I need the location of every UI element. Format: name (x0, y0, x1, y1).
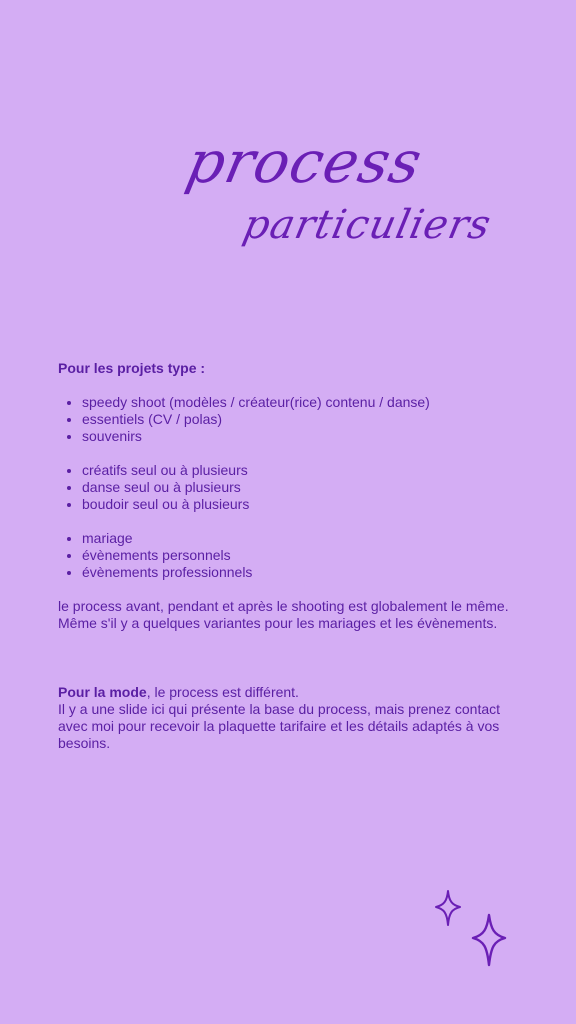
mode-bold: Pour la mode (58, 684, 147, 700)
title-particuliers: particuliers (239, 202, 496, 248)
summary-text: le process avant, pendant et après le shooting est globalement le même. Même s'il y a quelques variantes pour les mariages et les évènements. (58, 598, 509, 631)
list-item: • essentiels (CV / polas) (82, 411, 522, 428)
page-title (0, 120, 576, 270)
sparkle-large-icon (473, 915, 505, 965)
project-list-1 (58, 394, 522, 445)
spacer (58, 632, 522, 684)
sparkle-small-icon (436, 891, 460, 925)
mode-detail: Il y a une slide ici qui présente la base du process, mais prenez contact avec moi pour recevoir la plaquette tarifaire et les détails adaptés à vos besoins. (58, 701, 501, 751)
project-list-3 (58, 530, 522, 581)
list-item: • mariage (82, 530, 522, 547)
content-block (58, 360, 522, 752)
list-item: • créatifs seul ou à plusieurs (82, 462, 522, 479)
project-list-2 (58, 462, 522, 513)
list-item: • souvenirs (82, 428, 522, 445)
list-item: • évènements personnels (82, 547, 522, 564)
list-item: • boudoir seul ou à plusieurs (82, 496, 522, 513)
title-process: process (180, 128, 429, 196)
list-item: • speedy shoot (modèles / créateur(rice) contenu / danse) (82, 394, 522, 411)
sparkle-icon (430, 885, 520, 975)
mode-rest: , le process est différent. (146, 684, 299, 700)
list-item: • danse seul ou à plusieurs (82, 479, 522, 496)
intro-heading: Pour les projets type : (58, 360, 206, 376)
list-item: • évènements professionnels (82, 564, 522, 581)
mode-text (58, 684, 522, 701)
